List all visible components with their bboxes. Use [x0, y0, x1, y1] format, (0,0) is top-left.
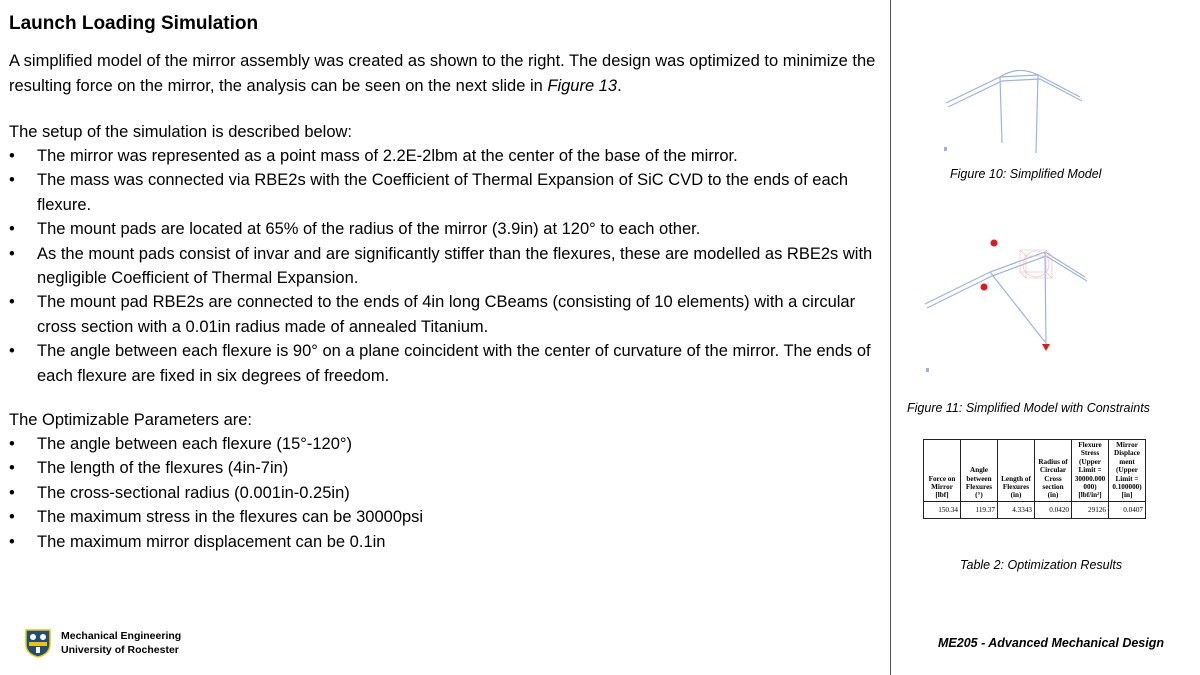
- department-label: [61, 629, 181, 657]
- setup-item: • The mass was connected via RBE2s with the Coefficient of Thermal Expansion of SiC CVD to the ends of each flexure.: [9, 168, 879, 217]
- university-shield-icon: [24, 628, 52, 658]
- table-cell: 119.37: [961, 501, 998, 518]
- params-item: • The maximum mirror displacement can be 0.1in: [9, 530, 879, 554]
- table-header-cell: Angle between Flexures (°): [961, 440, 998, 502]
- setup-item: • The mirror was represented as a point mass of 2.2E-2lbm at the center of the base of the mirror.: [9, 144, 879, 168]
- table-cell: 150.34: [924, 501, 961, 518]
- table-header-cell: Mirror Displace ment (Upper Limit = 0.100000) [in]: [1109, 440, 1146, 502]
- params-heading: The Optimizable Parameters are:: [9, 411, 253, 429]
- course-title: ME205 - Advanced Mechanical Design: [938, 636, 1165, 650]
- table-header-row: [924, 440, 1146, 502]
- intro-paragraph: [9, 49, 879, 99]
- table-header-cell: Length of Flexures (in): [998, 440, 1035, 502]
- table-cell: 29126: [1072, 501, 1109, 518]
- table-2-caption: Table 2: Optimization Results: [960, 558, 1123, 572]
- slide-title: Launch Loading Simulation: [9, 13, 259, 34]
- setup-item: • The angle between each flexure is 90° on a plane coincident with the center of curvature of the mirror. The ends of each flexure are fixed in six degrees of freedom.: [9, 339, 879, 388]
- setup-item: • As the mount pads consist of invar and are significantly stiffer than the flexures, these are modelled as RBE2s with negligible Coefficient of Thermal Expansion.: [9, 242, 879, 291]
- setup-heading: The setup of the simulation is described below:: [9, 123, 353, 141]
- setup-item: • The mount pads are located at 65% of the radius of the mirror (3.9in) at 120° to each other.: [9, 217, 879, 241]
- table-header-cell: Radius of Circular Cross section (in): [1035, 440, 1072, 502]
- intro-figure-ref: Figure 13: [547, 77, 618, 95]
- params-item: • The length of the flexures (4in-7in): [9, 456, 879, 480]
- table-cell: 0.0407: [1109, 501, 1146, 518]
- figure-10-simplified-model: [930, 35, 1090, 160]
- vertical-divider: [890, 0, 891, 675]
- params-item: • The cross-sectional radius (0.001in-0.25in): [9, 481, 879, 505]
- table-cell: 0.0420: [1035, 501, 1072, 518]
- intro-end: .: [617, 77, 622, 95]
- constraint-marker: [991, 240, 998, 247]
- figure-10-caption: Figure 10: Simplified Model: [950, 167, 1102, 181]
- constrained-model-drawing: [920, 232, 1090, 382]
- table-cell: 4.3343: [998, 501, 1035, 518]
- figure-11-model-with-constraints: [920, 232, 1090, 382]
- optimization-results-table: [923, 439, 1146, 519]
- table-row: [924, 501, 1146, 518]
- table-header-cell: Force on Mirror [lbf]: [924, 440, 961, 502]
- university-name: University of Rochester: [61, 644, 179, 656]
- university-logo: [24, 628, 52, 658]
- department-name: Mechanical Engineering: [61, 630, 182, 642]
- constraint-marker: [1042, 344, 1050, 351]
- table-header-cell: Flexure Stress (Upper Limit = 30000.000 000) [lbf/in²]: [1072, 440, 1109, 502]
- params-item: • The angle between each flexure (15°-120°): [9, 432, 879, 456]
- constraint-marker: [981, 284, 988, 291]
- setup-item: • The mount pad RBE2s are connected to the ends of 4in long CBeams (consisting of 10 elements) with a circular cross section with a 0.01in radius made of annealed Titanium.: [9, 290, 879, 339]
- figure-11-caption: Figure 11: Simplified Model with Constraints: [907, 401, 1150, 415]
- intro-text: A simplified model of the mirror assembly was created as shown to the right. The design was optimized to minimize the resulting force on the mirror, the analysis can be seen on the next slide in: [9, 52, 876, 95]
- simplified-model-drawing: [930, 35, 1090, 160]
- params-list: [9, 432, 879, 554]
- params-item: • The maximum stress in the flexures can be 30000psi: [9, 505, 879, 529]
- setup-list: [9, 144, 879, 388]
